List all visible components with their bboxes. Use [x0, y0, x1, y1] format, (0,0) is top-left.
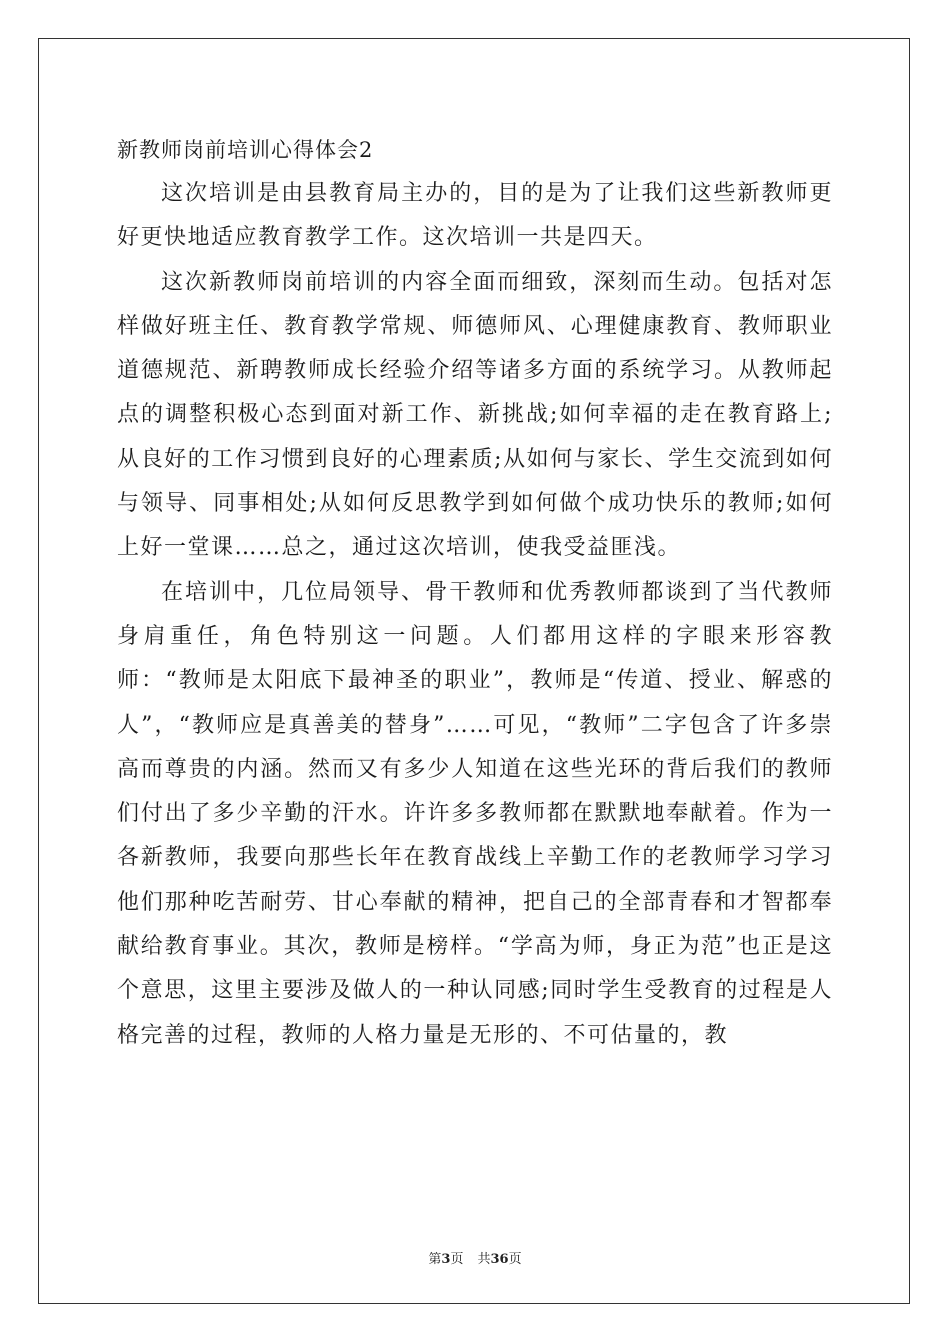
page-current: 3: [441, 1252, 451, 1267]
paragraph-2: 这次新教师岗前培训的内容全面而细致，深刻而生动。包括对怎样做好班主任、教育教学常规、师德师风、心理健康教育、教师职业道德规范、新聘教师成长经验介绍等诸多方面的系统学习。从教师起点的调整积极心态到面对新工作、新挑战;如何幸福的走在教育路上;从良好的工作习惯到良好的心理素质;从如何与家长、学生交流到如何与领导、同事相处;从如何反思教学到如何做个成功快乐的教师;如何上好一堂课……总之，通过这次培训，使我受益匪浅。: [117, 269, 833, 561]
document-title: 新教师岗前培训心得体会2: [117, 138, 374, 162]
paragraph-3: 在培训中，几位局领导、骨干教师和优秀教师都谈到了当代教师身肩重任，角色特别这一问题。人们都用这样的字眼来形容教师：“教师是太阳底下最神圣的职业”，教师是“传道、授业、解惑的人”，“教师应是真善美的替身”……可见，“教师”二字包含了许多崇高而尊贵的内涵。然而又有多少人知道在这些光环的背后我们的教师们付出了多少辛勤的汗水。许许多多教师都在默默地奉献着。作为一各新教师，我要向那些长年在教育战线上辛勤工作的老教师学习学习他们那种吃苦耐劳、甘心奉献的精神，把自己的全部青春和才智都奉献给教育事业。其次，教师是榜样。“学高为师，身正为范”也正是这个意思，这里主要涉及做人的一种认同感;同时学生受教育的过程是人格完善的过程，教师的人格力量是无形的、不可估量的，教: [117, 579, 833, 1048]
page-footer: [0, 1248, 950, 1267]
total-suffix: 页: [508, 1252, 522, 1267]
page-total: 36: [490, 1252, 509, 1267]
document-body: [117, 128, 833, 1058]
page-suffix: 页: [450, 1252, 464, 1267]
total-prefix: 共: [477, 1252, 491, 1267]
page-prefix: 第: [428, 1252, 442, 1267]
paragraph-1: 这次培训是由县教育局主办的，目的是为了让我们这些新教师更好更快地适应教育教学工作。这次培训一共是四天。: [117, 181, 833, 251]
